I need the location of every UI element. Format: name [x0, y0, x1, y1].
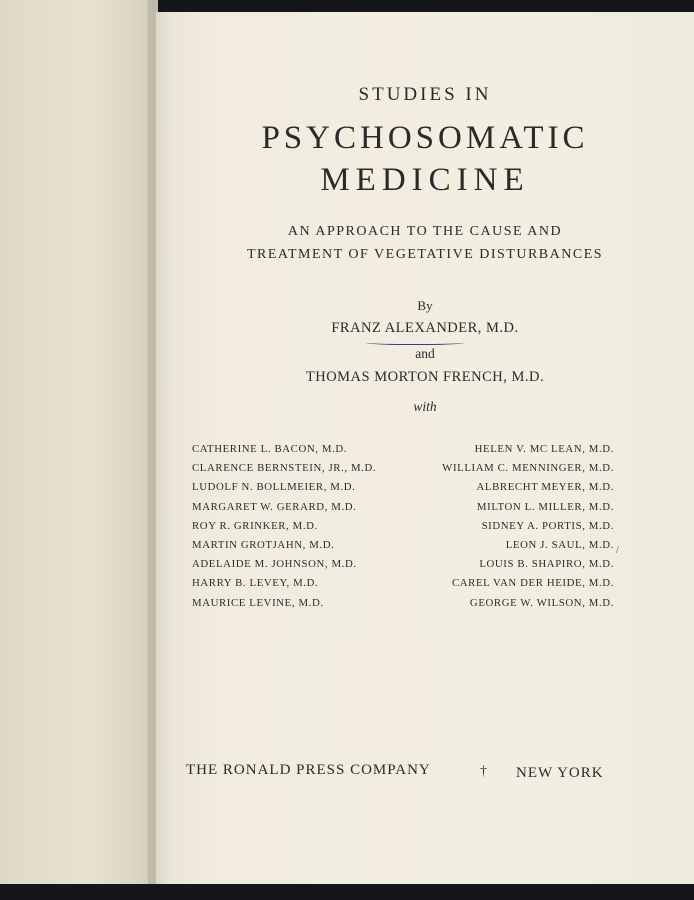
title-page: [156, 12, 694, 884]
contributor-name: MARGARET W. GERARD, M.D.: [192, 500, 357, 513]
author-secondary: THOMAS MORTON FRENCH, M.D.: [305, 369, 545, 385]
pencil-mark: /: [616, 545, 619, 556]
contributor-name: ALBRECHT MEYER, M.D.: [476, 481, 614, 494]
contributor-name: CATHERINE L. BACON, M.D.: [192, 443, 348, 455]
contributors-left-column: [192, 440, 376, 613]
series-heading: STUDIES IN: [358, 84, 492, 105]
with-label: with: [413, 399, 437, 414]
author-primary: FRANZ ALEXANDER, M.D.: [331, 320, 519, 336]
contributor-name: GEORGE W. WILSON, M.D.: [469, 596, 614, 609]
subtitle-line-2: TREATMENT OF VEGETATIVE DISTURBANCES: [246, 247, 604, 262]
contributor-name: MAURICE LEVINE, M.D.: [192, 596, 324, 609]
contributor-name: WILLIAM C. MENNINGER, M.D.: [442, 462, 614, 475]
contributor-name: LOUIS B. SHAPIRO, M.D.: [479, 558, 614, 571]
contributor-name: CLARENCE BERNSTEIN, JR., M.D.: [192, 462, 377, 475]
book-gutter-shadow: [148, 0, 174, 884]
contributor-name: MILTON L. MILLER, M.D.: [476, 500, 614, 513]
book-cover-edge-bottom: [0, 884, 694, 900]
contributor-name: ROY R. GRINKER, M.D.: [192, 519, 318, 532]
subtitle-line-1: AN APPROACH TO THE CAUSE AND: [287, 224, 563, 239]
publisher-name: THE RONALD PRESS COMPANY: [186, 762, 431, 778]
contributor-name: HARRY B. LEVEY, M.D.: [192, 577, 319, 590]
contributors-right-column: [402, 440, 614, 613]
contributor-name: HELEN V. MC LEAN, M.D.: [474, 443, 614, 455]
imprint-separator: †: [480, 764, 487, 779]
pen-underline: [366, 339, 464, 345]
book-title-line-2: MEDICINE: [320, 162, 530, 198]
contributor-name: ADELAIDE M. JOHNSON, M.D.: [192, 558, 357, 571]
by-label: By: [417, 298, 433, 313]
book-title-line-1: PSYCHOSOMATIC: [261, 120, 589, 156]
contributor-name: MARTIN GROTJAHN, M.D.: [192, 539, 335, 552]
contributor-name: SIDNEY A. PORTIS, M.D.: [481, 519, 614, 532]
publisher-city: NEW YORK: [516, 765, 604, 781]
contributor-name: LEON J. SAUL, M.D.: [505, 539, 614, 552]
contributor-name: CAREL VAN DER HEIDE, M.D.: [451, 577, 614, 590]
left-page: [0, 0, 158, 884]
and-label: and: [415, 346, 435, 361]
contributor-name: LUDOLF N. BOLLMEIER, M.D.: [192, 481, 356, 494]
